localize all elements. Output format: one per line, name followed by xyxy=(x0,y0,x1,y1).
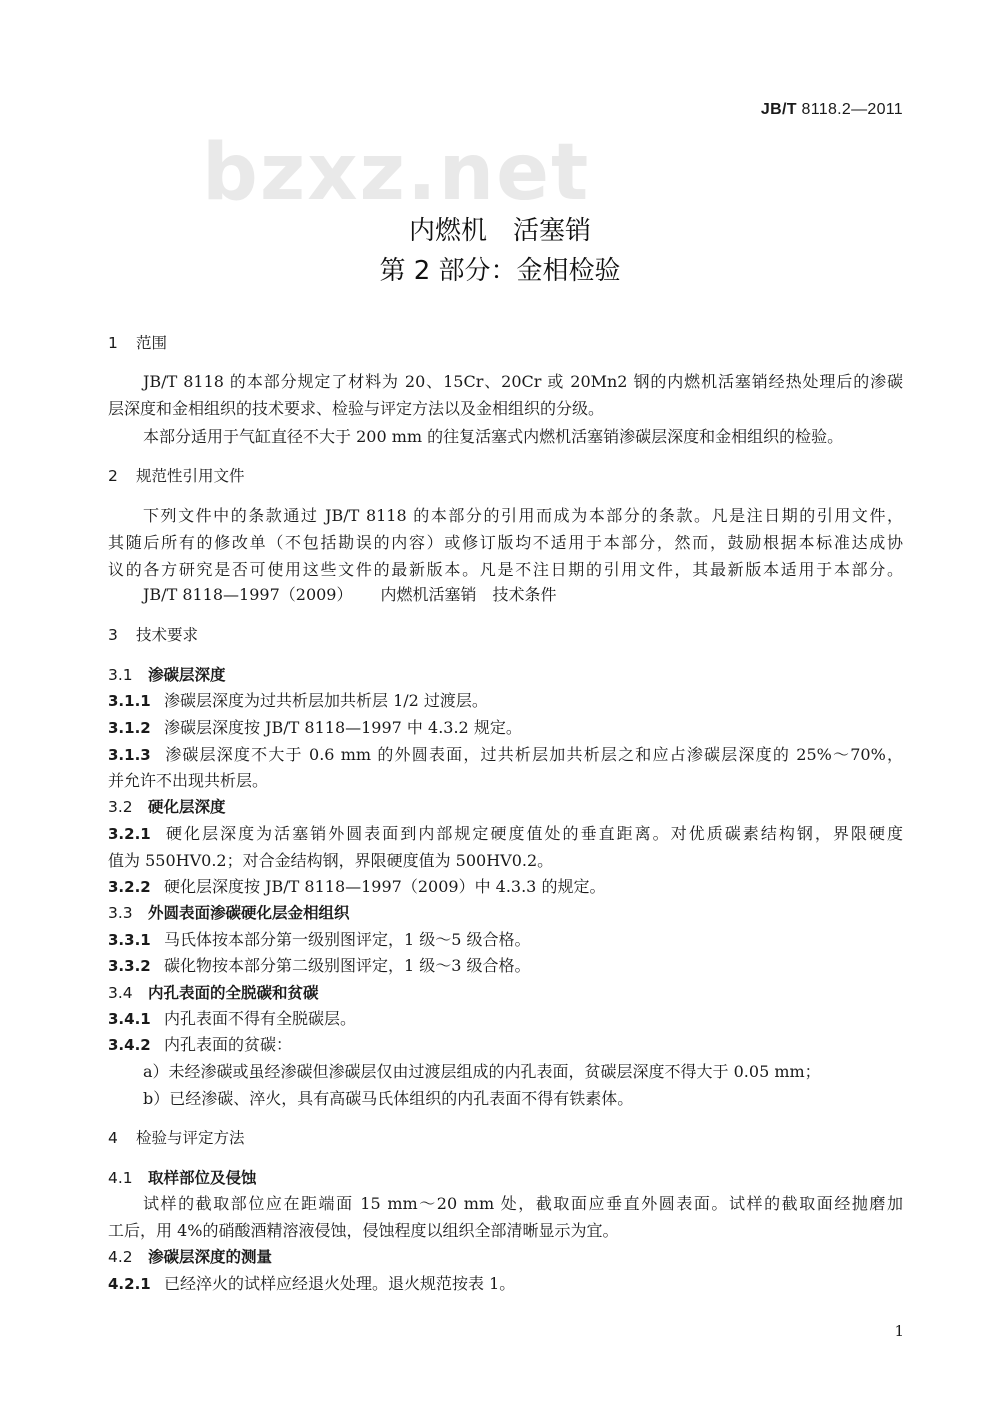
list-item-b: b）已经渗碳、淬火，具有高碳马氏体组织的内孔表面不得有铁素体。 xyxy=(143,1089,634,1108)
sec2-para-line2: 其随后所有的修改单（不包括勘误的内容）或修订版均不适用于本部分，然而，鼓励根据本标准达成协 xyxy=(108,533,903,552)
clause-3-1-2: 3.1.2 渗碳层深度按 JB/T 8118—1997 中 4.3.2 规定。 xyxy=(108,718,522,737)
clause-3-2-2: 3.2.2 硬化层深度按 JB/T 8118—1997（2009）中 4.3.3 的规定。 xyxy=(108,877,606,896)
sec1-para1-line2: 层深度和金相组织的技术要求、检验与评定方法以及金相组织的分级。 xyxy=(108,399,605,418)
clause-3-2-1-line2: 值为 550HV0.2；对合金结构钢，界限硬度值为 500HV0.2。 xyxy=(108,851,554,870)
document-title-line1: 内燃机 活塞销 xyxy=(408,216,592,246)
clause-4-2-1: 4.2.1 已经淬火的试样应经退火处理。退火规范按表 1。 xyxy=(108,1274,516,1293)
normative-reference: JB/T 8118—1997（2009） 内燃机活塞销 技术条件 xyxy=(143,585,557,604)
section-4-heading: 4 检验与评定方法 xyxy=(108,1129,245,1147)
clause-3-1-1: 3.1.1 渗碳层深度为过共析层加共析层 1/2 过渡层。 xyxy=(108,691,488,710)
clause-3-3-1: 3.3.1 马氏体按本部分第一级别图评定，1 级～5 级合格。 xyxy=(108,930,531,949)
list-item-a: a）未经渗碳或虽经渗碳但渗碳层仅由过渡层组成的内孔表面，贫碳层深度不得大于 0.05 mm； xyxy=(143,1062,821,1081)
clause-4-1-heading: 4.1 取样部位及侵蚀 xyxy=(108,1169,257,1187)
clause-3-4-1: 3.4.1 内孔表面不得有全脱碳层。 xyxy=(108,1009,357,1028)
page-number: 1 xyxy=(894,1322,904,1340)
section-3-heading: 3 技术要求 xyxy=(108,626,199,644)
section-2-heading: 2 规范性引用文件 xyxy=(108,467,245,485)
watermark: bzxz.net xyxy=(202,128,591,218)
clause-3-2-heading: 3.2 硬化层深度 xyxy=(108,798,226,816)
clause-3-3-2: 3.3.2 碳化物按本部分第二级别图评定，1 级～3 级合格。 xyxy=(108,956,531,975)
clause-4-1-para-line1: 试样的截取部位应在距端面 15 mm～20 mm 处，截取面应垂直外圆表面。试样的截取面经抛磨加 xyxy=(143,1194,903,1213)
clause-3-2-1-line1: 3.2.1 硬化层深度为活塞销外圆表面到内部规定硬度值处的垂直距离。对优质碳素结构钢，界限硬度 xyxy=(108,824,903,843)
sec2-para-line3: 议的各方研究是否可使用这些文件的最新版本。凡是不注日期的引用文件，其最新版本适用于本部分。 xyxy=(108,560,903,579)
clause-3-3-heading: 3.3 外圆表面渗碳硬化层金相组织 xyxy=(108,904,350,922)
clause-3-4-heading: 3.4 内孔表面的全脱碳和贫碳 xyxy=(108,984,319,1002)
sec2-para-line1: 下列文件中的条款通过 JB/T 8118 的本部分的引用而成为本部分的条款。凡是注日期的引用文件， xyxy=(143,506,903,525)
sec1-para2: 本部分适用于气缸直径不大于 200 mm 的往复活塞式内燃机活塞销渗碳层深度和金相组织的检验。 xyxy=(143,427,844,446)
clause-3-1-heading: 3.1 渗碳层深度 xyxy=(108,666,226,684)
document-title-line2: 第 2 部分：金相检验 xyxy=(379,256,621,286)
clause-3-1-3-line2: 并允许不出现共析层。 xyxy=(108,771,269,790)
standard-number: JB/T 8118.2—2011 xyxy=(760,101,903,118)
sec1-para1-line1: JB/T 8118 的本部分规定了材料为 20、15Cr、20Cr 或 20Mn2 钢的内燃机活塞销经热处理后的渗碳 xyxy=(143,372,903,391)
clause-3-4-2: 3.4.2 内孔表面的贫碳： xyxy=(108,1035,293,1054)
clause-4-2-heading: 4.2 渗碳层深度的测量 xyxy=(108,1248,273,1266)
clause-4-1-para-line2: 工后，用 4%的硝酸酒精溶液侵蚀，侵蚀程度以组织全部清晰显示为宜。 xyxy=(108,1221,619,1240)
clause-3-1-3-line1: 3.1.3 渗碳层深度不大于 0.6 mm 的外圆表面，过共析层加共析层之和应占渗碳层深度的 25%～70%， xyxy=(108,745,903,764)
section-1-heading: 1 范围 xyxy=(108,334,168,352)
